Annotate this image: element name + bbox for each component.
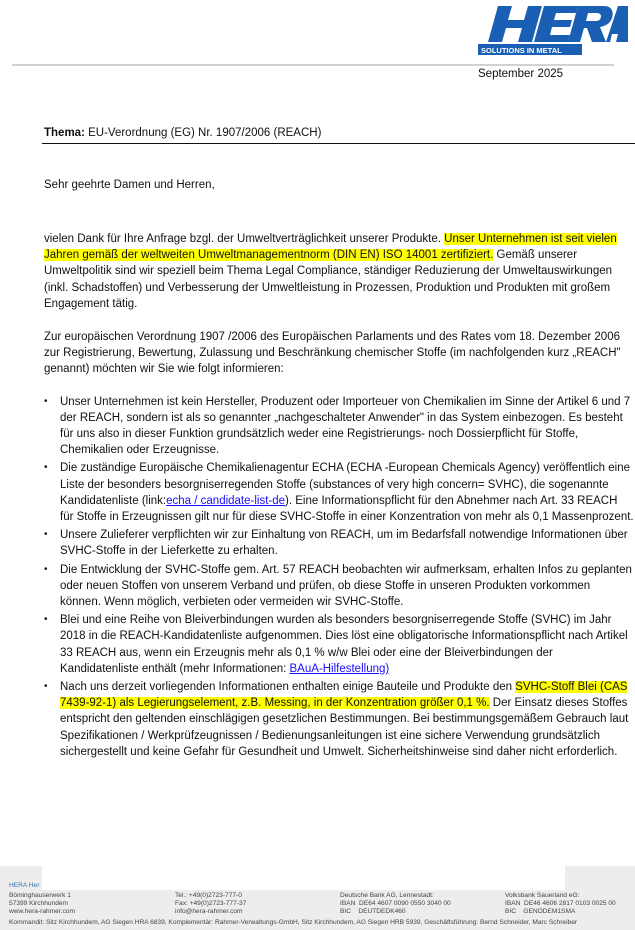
intro-text-cont: Gemäß unserer Umweltpolitik sind wir speziell beim Thema Legal Compliance, ständiger Reduzierung der Umweltauswirkungen (inkl. Schadstoffen) und Verbesserung der Umweltleistung in Prozessen, Produktion und Produkten mit großem Engagement tätig. [44,249,613,310]
letter-footer [0,866,635,930]
bank-name: Deutsche Bank AG, Lennestadt: [340,892,434,899]
bank-iban: IBAN DE46 4606 2817 0103 0025 00 [505,900,616,907]
footer-bank2 [505,892,616,916]
bullet-text: ). Eine Informationspflicht für den Abnehmer nach Art. 33 REACH für Stoffe in Erzeugnissen gilt nur für diese SVHC-Stoffe in einer Konzentration von mehr als 0,1 Massenprozent. [60,494,634,524]
bullet-text: Die zuständige Europäische Chemikalienagentur ECHA (ECHA -European Chemicals Agency) veröffentlich eine Liste der besonders besorgniserregenden Stoffe (substances of very high concern= SVHC), die sogenannte Kandidatenliste (link: [60,462,630,507]
subject-divider [42,143,635,144]
list-item [60,460,634,525]
greeting: Sehr geehrte Damen und Herren, [44,179,215,191]
bank-name: Volksbank Sauerland eG: [505,892,580,899]
address-line: Böminghauserwerk 1 [9,892,71,899]
footer-brand: HERA Her [9,882,40,889]
bullet-text: Blei und eine Reihe von Bleiverbindungen wurden als besonders besorgniserregende Stoffe (SVHC) im Jahr 2018 in die REACH-Kandidatenliste aufgenommen. Dies löst eine obligatorische Informationspflicht nach Artikel 33 REACH aus, wenn ein Erzeugnis mehr als 0,1 % w/w Blei oder eine der Bleiverbindungen der Kandidatenliste enthält (mehr Informationen: [60,614,628,675]
letter-date: September 2025 [478,68,564,80]
logo-tagline: SOLUTIONS IN METAL [481,46,562,55]
footer-bank1 [340,892,451,916]
subject-line [44,127,321,139]
phone: Tel.: +49(0)2723-777-0 [175,892,242,899]
footer-mask [42,866,565,890]
reach-bullet-list [44,394,634,760]
intro-text: vielen Dank für Ihre Anfrage bzgl. der Umweltverträglichkeit unserer Produkte. [44,233,445,245]
list-item [60,679,634,760]
footer-legal: Kommandit: Sitz Kirchhundem, AG Siegen HRA 6839, Komplementär: Rahmer-Verwaltungs-GmbH, Sitz Kirchhundem, AG Siegen HRB 5939, Geschäftsführung: Bernd Schneider, Marc Schreiber [9,919,578,926]
lead-highlight: SVHC-Stoff Blei (CAS 7439-92-1) als Legierungselement, z.B. Messing, in der Konzentration größer 0,1 %. [60,681,628,710]
subject-label: Thema: [44,127,85,139]
letter-body [44,231,634,762]
bank-iban: IBAN DE64 4607 0090 0550 3040 00 [340,900,451,907]
footer-contact [175,892,246,916]
footer-address [9,892,75,916]
bank-bic: BIC DEUTDEDK460 [340,908,406,915]
bank-bic: BIC GENODEM1SMA [505,908,576,915]
paragraph-reach: Zur europäischen Verordnung 1907 /2006 des Europäischen Parlaments und des Rates vom 18. Dezember 2006 zur Registrierung, Bewertung, Zulassung und Beschränkung chemischer Stoffe (im nachfolgenden kurz „REACH" genannt) möchten wir Sie wie folgt informieren: [44,330,621,375]
bullet-text: Der Einsatz dieses Stoffes entspricht den geltenden einschlägigen gesetzlichen Bestimmungen. Bei bestimmungsgemäßem Gebrauch laut Spezifikationen / Werkprüfzeugnissen / Bedienungsanleitungen ist eine sichere Verwendung grundsätzlich sichergestellt und keine Gefahr für Gesundheit und Umwelt. Sicherheitshinweise sind daher nicht erforderlich. [60,697,629,758]
subject-text: EU-Verordnung (EG) Nr. 1907/2006 (REACH) [88,127,322,139]
baua-link[interactable]: BAuA-Hilfestellung) [289,662,390,675]
iso-highlight: Unser Unternehmen ist seit vielen Jahren gemäß der weltweiten Umweltmanagementnorm (DIN EN) ISO 14001 zertifiziert. [44,233,617,262]
list-item [60,612,634,677]
paragraph-intro [44,231,634,312]
email: info@hera-rahmer.com [175,908,243,915]
website: www.hera-rahmer.com [9,908,75,915]
list-item: • Die Entwicklung der SVHC-Stoffe gem. Art. 57 REACH beobachten wir aufmerksam, erhalten Infos zu geplanten oder neuen Stoffen von unserem Verband und prüfen, ob diese Stoffe in unseren Produkten vorkommen können. Wenn möglich, verbieten oder vermeiden wir SVHC-Stoffe. [60,562,634,611]
address-line: 57399 Kirchhundem [9,900,69,907]
bullet-text: Nach uns derzeit vorliegenden Informationen enthalten einige Bauteile und Produkte den [60,681,516,694]
list-item: • Unser Unternehmen ist kein Hersteller, Produzent oder Importeuer von Chemikalien im Sinne der Artikel 6 und 7 der REACH, sondern ist als so genannter „nachgeschalteter Anwender" in das System einbezogen. Es besteht für uns also in dieser Funktion grundsätzlich weder eine Registrierungs- noch Dossierpflicht für Stoffe, Chemikalien oder Erzeugnisse. [60,394,634,459]
list-item: • Unsere Zulieferer verpflichten wir zur Einhaltung von REACH, um im Bedarfsfall notwendige Informationen über SVHC-Stoffe in der Lieferkette zu erhalten. [60,527,634,559]
fax: Fax: +49(0)2723-777-37 [175,900,247,907]
echa-candidate-list-link[interactable]: echa / candidate-list-de [166,494,286,507]
hera-logo [478,4,628,56]
header-divider [12,64,614,66]
